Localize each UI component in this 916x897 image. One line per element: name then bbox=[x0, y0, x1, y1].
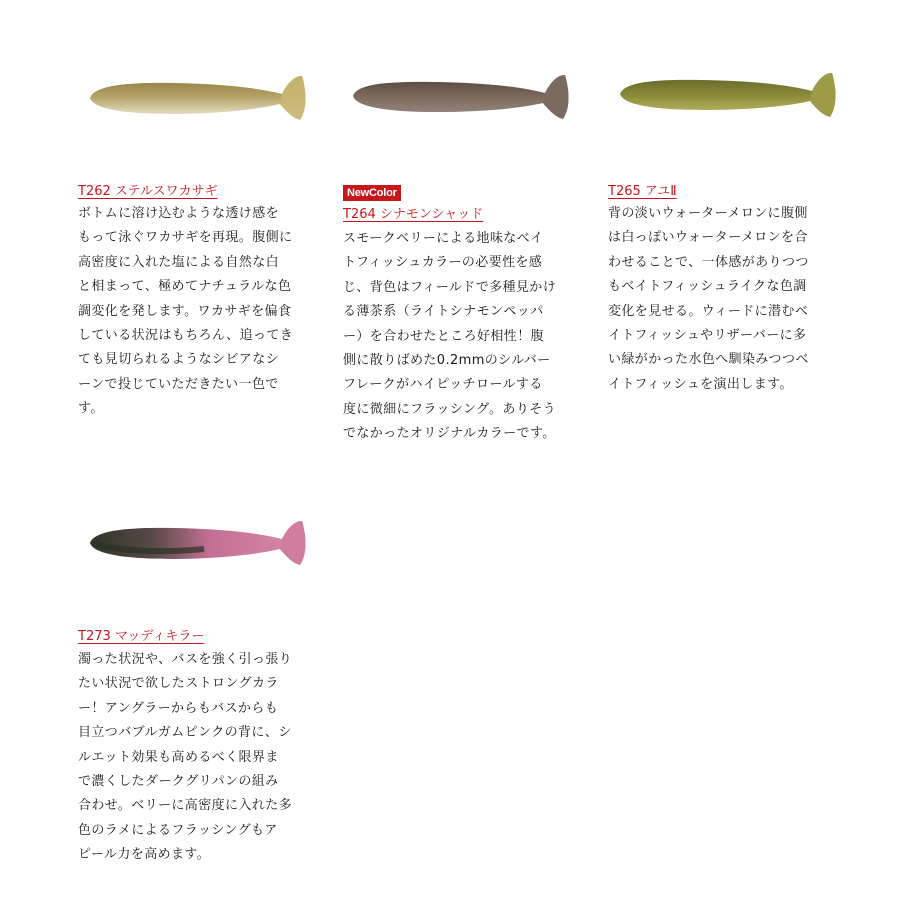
lure-image-t273 bbox=[84, 515, 314, 575]
lure-t273-icon bbox=[84, 515, 314, 575]
product-description-t265: 背の淡いウォーターメロンに腹側 は白っぽいウォーターメロンを合 わせることで、一体感がありつつ もベイトフィッシュライクな色調 変化を見せる。ウィードに潜むベ イトフィッシュやリザーバーに多 い緑がかった水色へ馴染みつつベ イトフィッシュを演出します。 bbox=[608, 206, 809, 392]
lure-t264-icon bbox=[347, 70, 577, 130]
lure-image-t262 bbox=[84, 70, 314, 130]
lure-t265-icon bbox=[614, 70, 844, 130]
product-description-t262: ボトムに溶け込むような透け感を もって泳ぐワカサギを再現。腹側に 高密度に入れた塩による自然な白 と相まって、極めてナチュラルな色 調変化を発します。ワカサギを偏食 している状況はもちろん、追ってき ても見切られるようなシビアなシ ーンで投じていただきたい一色で す。 bbox=[78, 206, 294, 417]
lure-image-t265 bbox=[614, 70, 844, 130]
product-description-t264: スモークベリーによる地味なベイ トフィッシュカラーの必要性を感 じ、背色はフィールドで多種見かけ る薄茶系（ライトシナモンペッパ ー）を合わせたところ好相性！腹 側に散りばめた0.2mmのシルバー フレークがハイピッチロールする 度に微細にフラッシング。ありそう でなかったオリジナルカラーです。 bbox=[343, 231, 557, 442]
product-title-t264[interactable]: T264 シナモンシャッド bbox=[343, 207, 484, 222]
product-title-t265[interactable]: T265 アユⅡ bbox=[608, 184, 677, 199]
lure-image-t264 bbox=[347, 70, 577, 130]
new-color-badge: NewColor bbox=[343, 185, 401, 201]
lure-t262-icon bbox=[84, 70, 314, 130]
product-title-t262[interactable]: T262 ステルスワカサギ bbox=[78, 184, 218, 199]
product-title-t273[interactable]: T273 マッディキラー bbox=[78, 629, 205, 644]
product-description-t273: 濁った状況や、バスを強く引っ張り たい状況で欲したストロングカラ ー！アングラーからもバスからも 目立つバブルガムピンクの背に、シ ルエット効果も高めるべく限界ま で濃くしたダークグリパンの組み 合わせ。ベリーに高密度に入れた多 色のラメによるフラッシングもア ピール力を高めます。 bbox=[78, 652, 293, 863]
